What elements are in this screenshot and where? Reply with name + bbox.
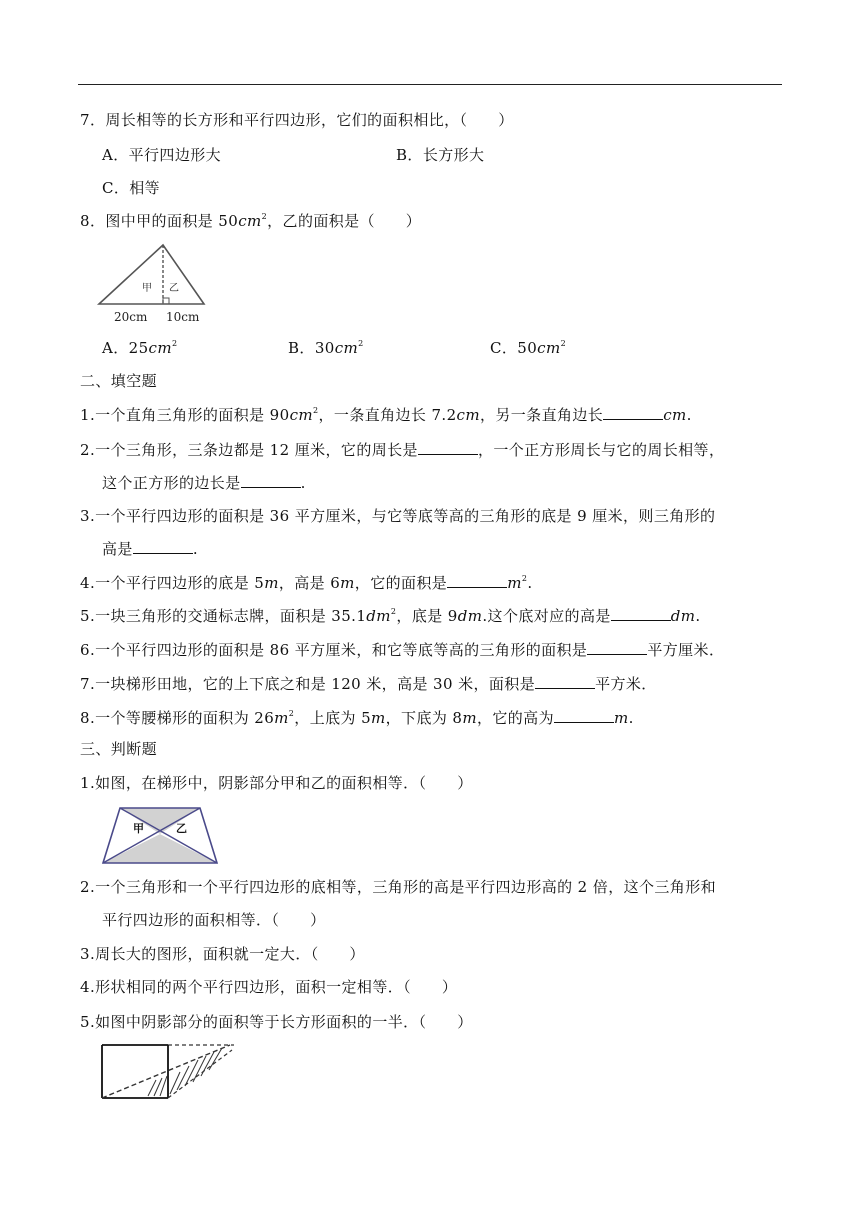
fill-q1: 1.一个直角三角形的面积是 $90cm^2$，一条直角边长 7.2cm，另一条直角边长 cm. (80, 406, 692, 424)
mc-q8-stem: 8．图中甲的面积是 $50cm^2$，乙的面积是（ ） (80, 212, 422, 230)
mc-q7-option-a[interactable]: A．平行四边形大 (102, 146, 222, 164)
mc-q8-option-c[interactable]: C．$50cm^2$ (490, 339, 567, 357)
fill-q5: 5.一块三角形的交通标志牌，面积是 $35.1dm^2$，底是 9dm.这个底对应的高是 dm. (80, 607, 701, 625)
figure-length-right: 10cm (166, 310, 200, 324)
answer-blank[interactable] (418, 440, 478, 455)
fill-q2-line2: 这个正方形的边长是 . (102, 474, 306, 492)
mc-q7-option-b[interactable]: B．长方形大 (396, 146, 485, 164)
triangle-figure (96, 241, 208, 325)
judge-q5: 5.如图中阴影部分的面积等于长方形面积的一半．（ ） (80, 1013, 473, 1031)
answer-blank[interactable] (133, 539, 193, 554)
answer-blank[interactable] (603, 405, 663, 420)
mc-q8-option-a[interactable]: A．$25cm^2$ (102, 339, 178, 357)
answer-blank[interactable] (554, 708, 614, 723)
rectangle-shaded-figure (98, 1042, 238, 1104)
figure-label-yi: 乙 (176, 822, 187, 835)
answer-blank[interactable] (587, 640, 647, 655)
mc-q7-option-c[interactable]: C．相等 (102, 179, 161, 197)
judge-q1: 1.如图，在梯形中，阴影部分甲和乙的面积相等．（ ） (80, 774, 473, 792)
figure-label-yi: 乙 (169, 283, 179, 294)
figure-label-jia: 甲 (142, 283, 152, 294)
mc-q8-option-b[interactable]: B．$30cm^2$ (288, 339, 364, 357)
fill-q2-line1: 2.一个三角形，三条边都是 12 厘米，它的周长是 ，一个正方形周长与它的周长相等， (80, 441, 725, 459)
section-heading-judge: 三、判断题 (80, 740, 158, 758)
mc-q7-stem: 7．周长相等的长方形和平行四边形，它们的面积相比，（ ） (80, 111, 514, 129)
section-heading-fill: 二、填空题 (80, 372, 158, 390)
fill-q3-line2: 高是 . (102, 540, 198, 558)
fill-q8: 8.一个等腰梯形的面积为 $26m^2$，上底为 5m，下底为 8m，它的高为 m. (80, 709, 634, 727)
fill-q7: 7.一块梯形田地，它的上下底之和是 120 米，高是 30 米，面积是 平方米． (80, 675, 657, 693)
judge-q3: 3.周长大的图形，面积就一定大．（ ） (80, 945, 365, 963)
answer-blank[interactable] (447, 573, 507, 588)
judge-q4: 4.形状相同的两个平行四边形，面积一定相等．（ ） (80, 978, 458, 996)
fill-q6: 6.一个平行四边形的面积是 86 平方厘米，和它等底等高的三角形的面积是 平方厘米． (80, 641, 725, 659)
fill-q3-line1: 3.一个平行四边形的面积是 36 平方厘米，与它等底等高的三角形的底是 9 厘米，则三角形的 (80, 507, 716, 525)
figure-label-jia: 甲 (133, 822, 144, 835)
answer-blank[interactable] (241, 473, 301, 488)
judge-q2-line2: 平行四边形的面积相等．（ ） (102, 911, 326, 929)
header-rule (78, 84, 782, 85)
answer-blank[interactable] (535, 674, 595, 689)
figure-length-left: 20cm (114, 310, 148, 324)
answer-blank[interactable] (611, 606, 671, 621)
judge-q2-line1: 2.一个三角形和一个平行四边形的底相等，三角形的高是平行四边形高的 2 倍，这个三角形和 (80, 878, 716, 896)
trapezoid-figure (100, 806, 220, 866)
fill-q4: 4.一个平行四边形的底是 5m，高是 6m，它的面积是 $m^2$. (80, 574, 533, 592)
